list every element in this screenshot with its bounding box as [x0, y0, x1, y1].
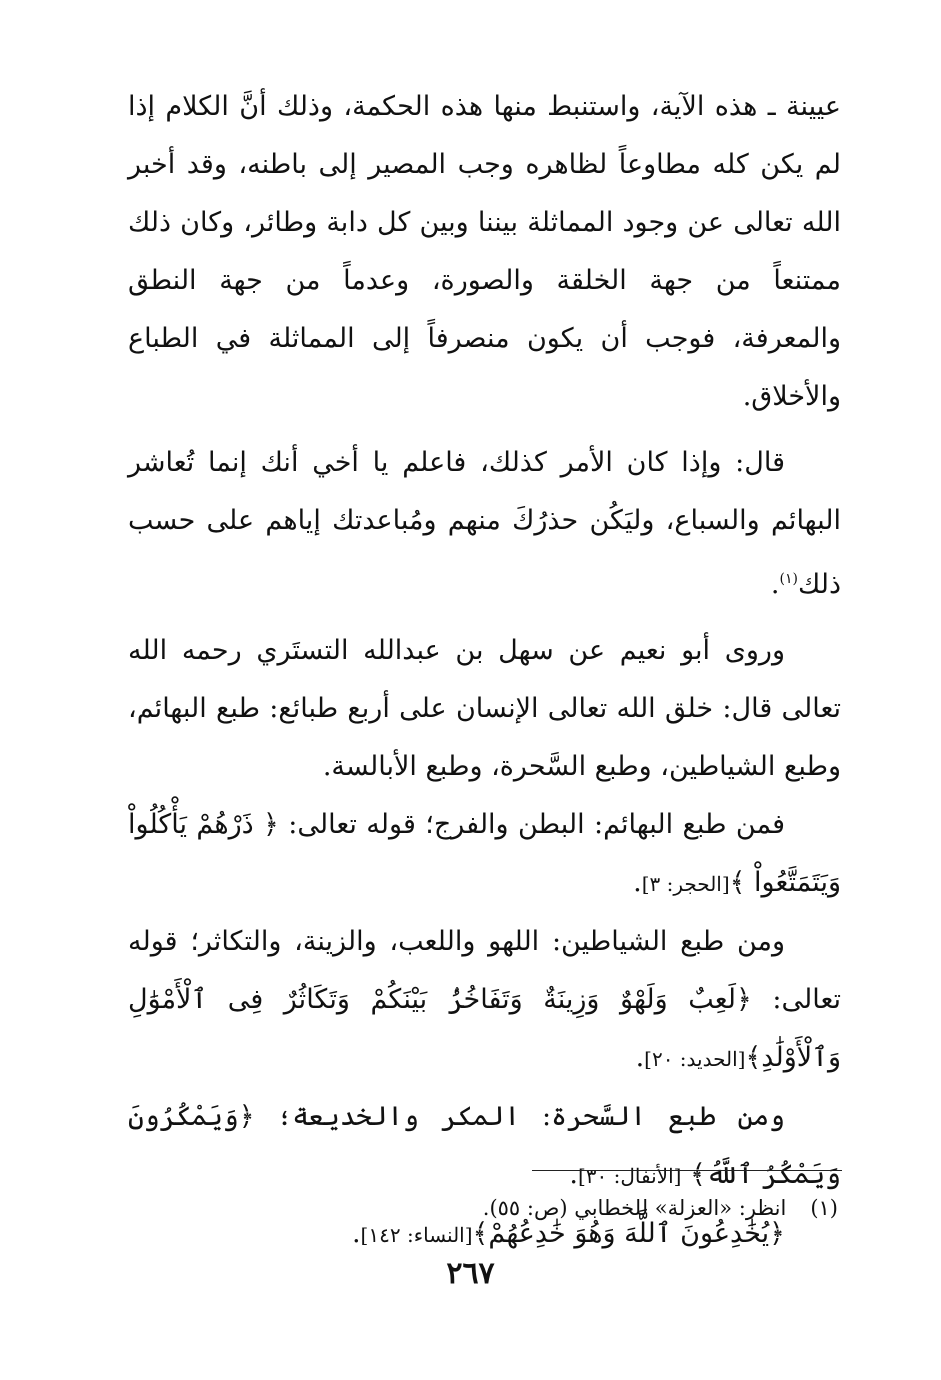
- paragraph-6-end: .: [569, 1159, 578, 1190]
- paragraph-1-text: عيينة ـ هذه الآية، واستنبط منها هذه الحكمة، وذلك أنَّ الكلام إذا لم يكن كله مطاوعاً لظاهره وجب المصير إلى باطنه، وقد أخبر الله تعالى عن وجود المماثلة بيننا وبين كل دابة وطائر، وكان ذلك ممتنعاً من جهة الخلقة والصورة، وعدماً من جهة النطق والمعرفة، فوجب أن يكون منصرفاً إلى المماثلة في الطباع والأخلاق.: [128, 91, 841, 412]
- paragraph-5: [128, 913, 841, 1088]
- paragraph-5-end: .: [635, 1042, 645, 1073]
- paragraph-6-text: ومن طبع السَّحرة: المكر والخديعة؛: [276, 1101, 785, 1132]
- page-body: [128, 78, 841, 1264]
- footnote-reference[interactable]: (١): [779, 571, 798, 587]
- quran-verse-anfal: ﴿وَيَمْكُرُونَ وَيَمْكُرُ ٱللَّهُ﴾: [128, 1101, 841, 1190]
- quran-verse-nisa: ﴿يُخَٰدِعُونَ ٱللَّهَ وَهُوَ خَٰدِعُهُمْ﴾: [472, 1218, 785, 1249]
- footnote-separator: [532, 1170, 842, 1171]
- citation-hadid: [الحديد: ٢٠]: [644, 1047, 746, 1071]
- paragraph-4-end: .: [633, 867, 642, 898]
- footnote: [128, 1190, 838, 1226]
- footnote-text: انظر: «العزلة» للخطابي (ص: ٥٥).: [482, 1196, 787, 1220]
- paragraph-2-end: .: [770, 569, 780, 600]
- page-number: ٢٦٧: [446, 1256, 495, 1291]
- paragraph-5-text: ومن طبع الشياطين: اللهو واللعب، والزينة، والتكاثر؛ قوله تعالى:: [128, 926, 841, 1015]
- quran-verse-hijr: ﴿ ذَرْهُمْ يَأْكُلُواْ وَيَتَمَتَّعُواْ ﴾: [128, 809, 841, 898]
- paragraph-4-text: فمن طبع البهائم: البطن والفرج؛ قوله تعالى:: [288, 809, 785, 840]
- quran-verse-hadid: ﴿لَعِبٌ وَلَهْوٌ وَزِينَةٌ وَتَفَاخُرُۢ بَيْنَكُمْ وَتَكَاثُرٌ فِى ٱلْأَمْوَٰلِ وَٱلْأَوْلَٰدِ﴾: [128, 984, 841, 1073]
- footnote-number: (١): [810, 1196, 838, 1220]
- paragraph-7-end: .: [351, 1218, 361, 1249]
- paragraph-3-text: وروى أبو نعيم عن سهل بن عبدالله التستَري رحمه الله تعالى قال: خلق الله تعالى الإنسان على أربع طبائع: طبع البهائم، وطبع الشياطين، وطبع السَّحرة، وطبع الأبالسة.: [128, 635, 841, 782]
- paragraph-4: [128, 796, 841, 913]
- paragraph-2: [128, 434, 841, 614]
- paragraph-6: [128, 1088, 841, 1205]
- paragraph-1: [128, 78, 841, 426]
- paragraph-2-text: قال: وإذا كان الأمر كذلك، فاعلم يا أخي أنك إنما تُعاشر البهائم والسباع، وليَكُن حذرُكَ منهم ومُباعدتك إياهم على حسب ذلك: [128, 447, 841, 600]
- citation-nisa: [النساء: ١٤٢]: [360, 1223, 473, 1247]
- citation-anfal: [الأنفال: ٣٠]: [577, 1164, 682, 1188]
- paragraph-3: [128, 622, 841, 796]
- citation-hijr: [الحجر: ٣]: [641, 872, 730, 896]
